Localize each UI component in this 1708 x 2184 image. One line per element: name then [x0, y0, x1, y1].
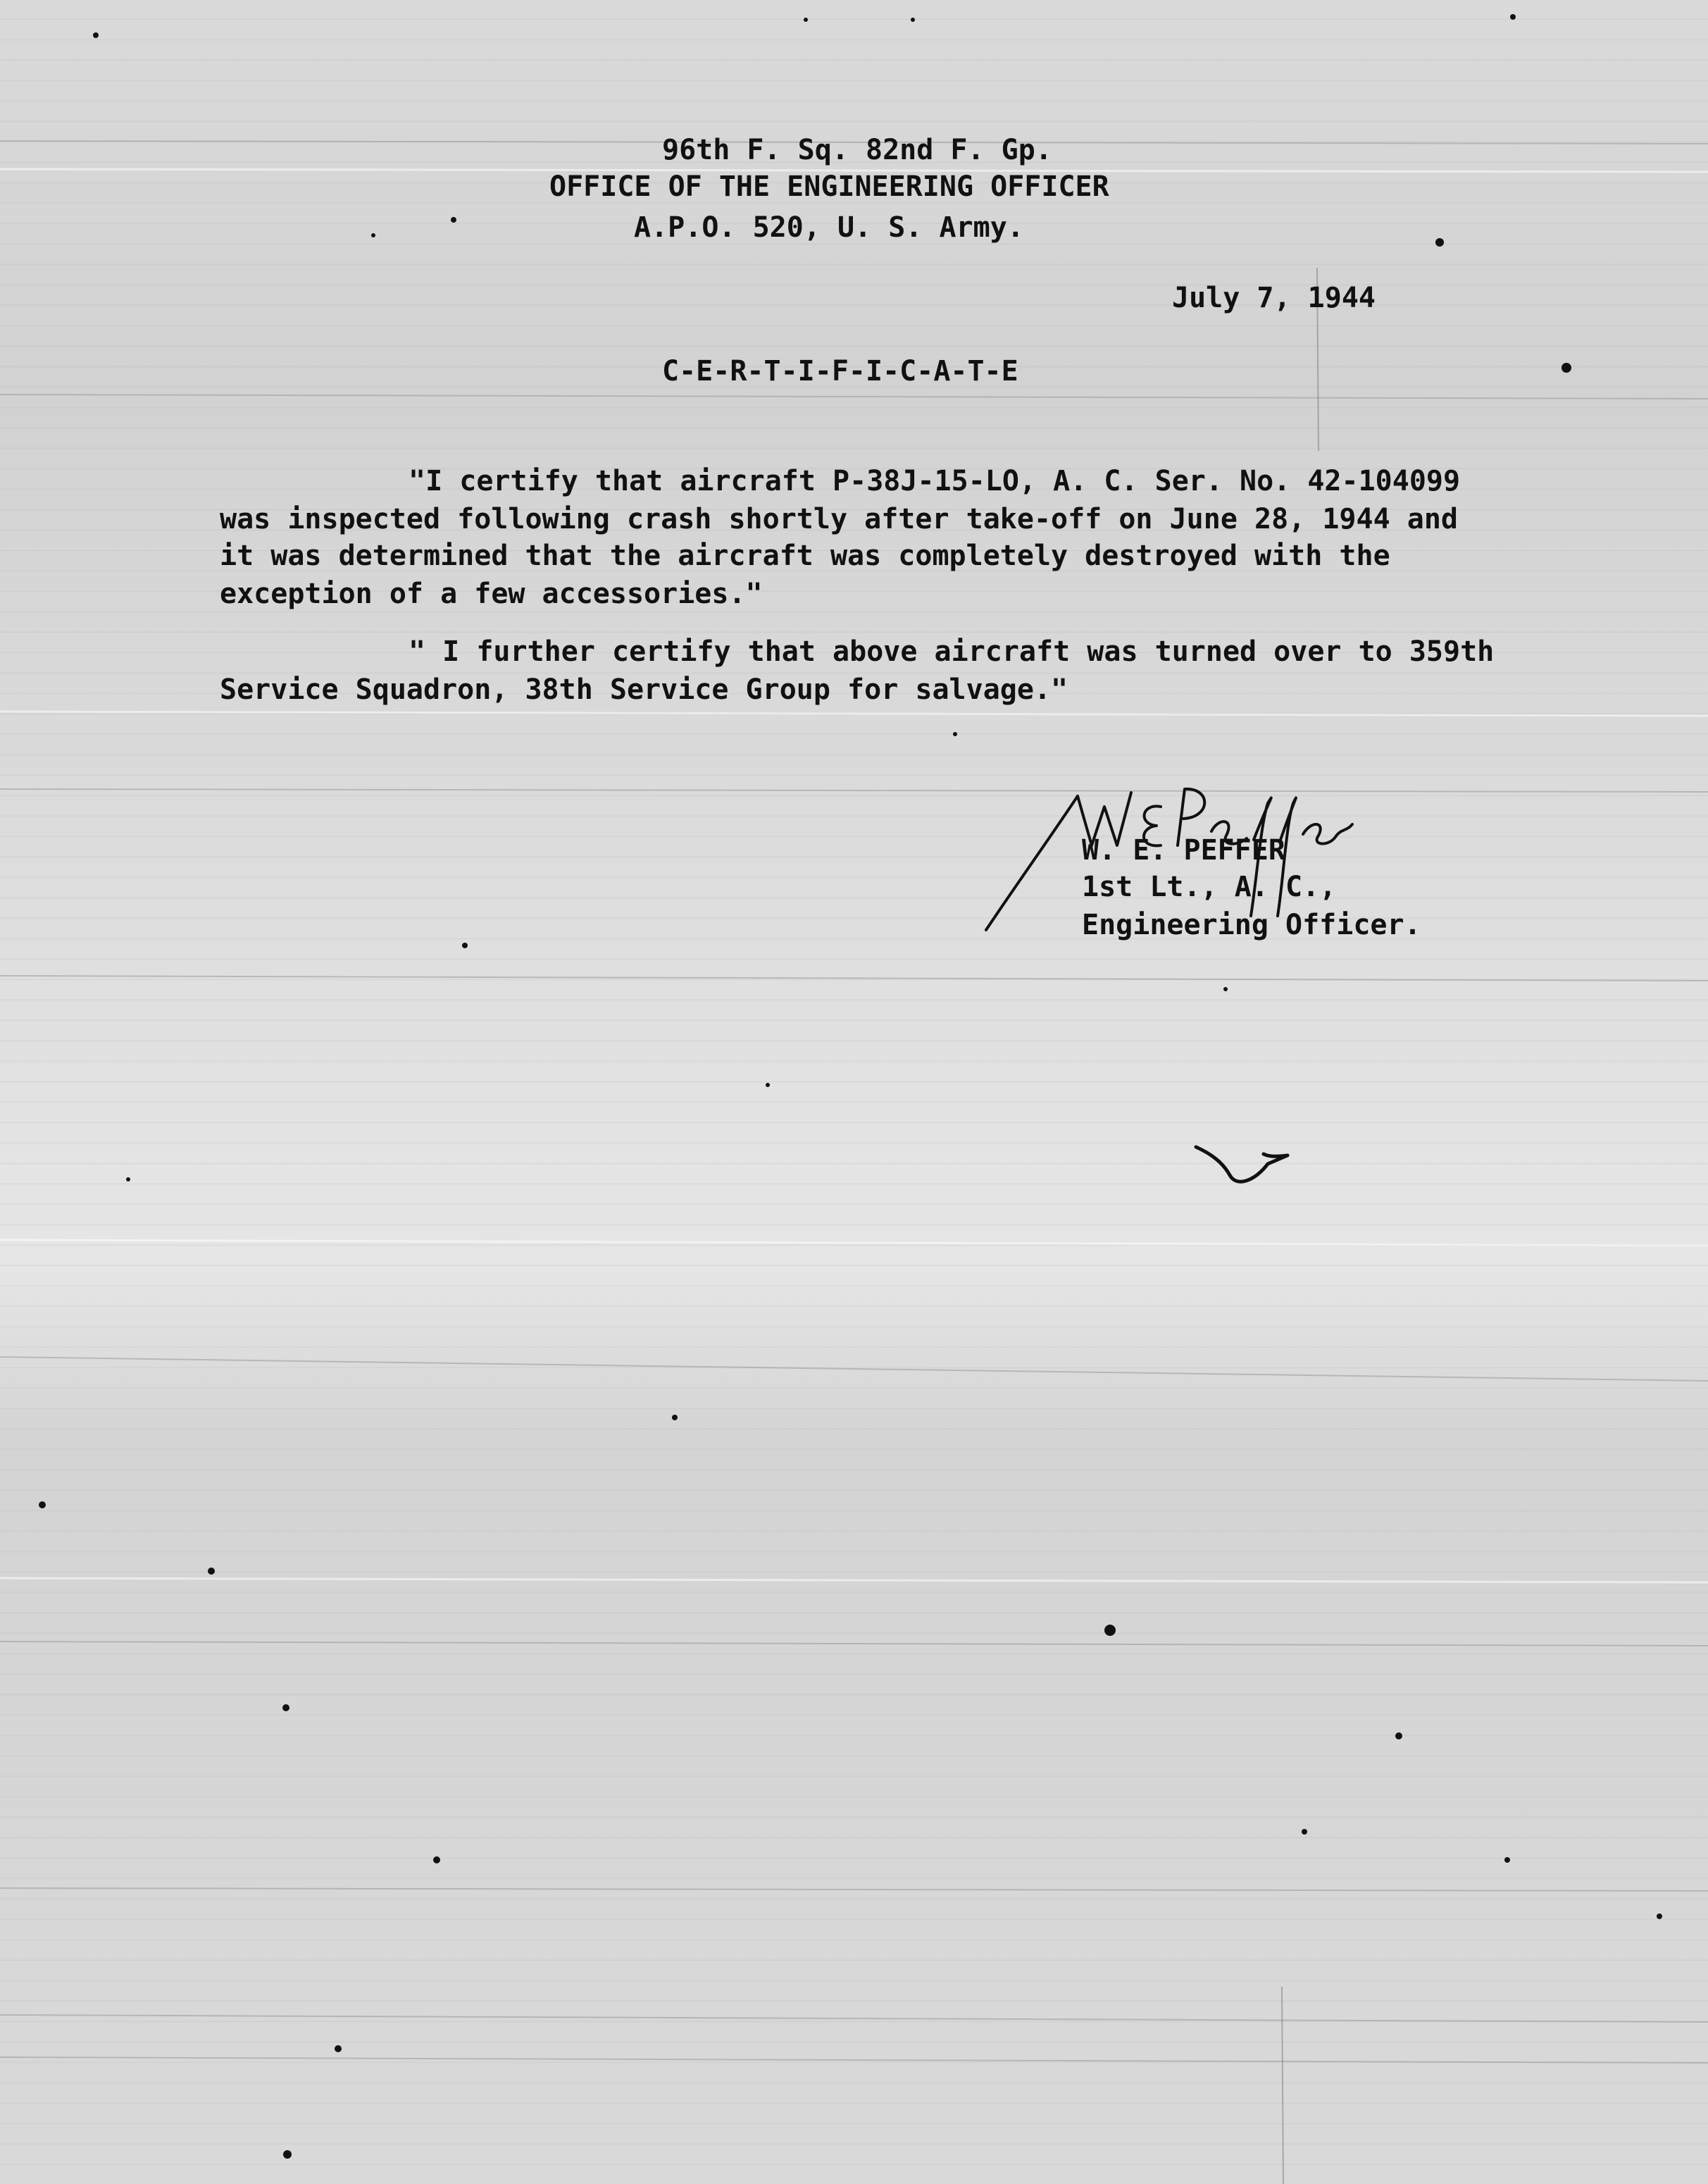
unit-heading: 96th F. Sq. 82nd F. Gp. — [662, 134, 1052, 166]
signatory-name: W. E. PEFFER — [1082, 834, 1285, 867]
paragraph-1-line: "I certify that aircraft P-38J-15-LO, A. C. Ser. No. 42-104099 — [409, 465, 1461, 497]
office-heading: OFFICE OF THE ENGINEERING OFFICER — [549, 170, 1109, 203]
document-date: July 7, 1944 — [1172, 282, 1376, 314]
certificate-title: C-E-R-T-I-F-I-C-A-T-E — [662, 355, 1018, 387]
address-heading: A.P.O. 520, U. S. Army. — [634, 211, 1024, 244]
paragraph-1-line: exception of a few accessories." — [220, 578, 763, 610]
signatory-title: Engineering Officer. — [1082, 909, 1421, 941]
paragraph-1-line: was inspected following crash shortly after take-off on June 28, 1944 and — [220, 503, 1458, 535]
paragraph-1-line: it was determined that the aircraft was completely destroyed with the — [220, 540, 1390, 572]
paragraph-2-line: " I further certify that above aircraft was turned over to 359th — [409, 635, 1495, 668]
signatory-rank: 1st Lt., A. C., — [1082, 871, 1337, 903]
check-mark — [1190, 1136, 1296, 1192]
paragraph-2-line: Service Squadron, 38th Service Group for salvage." — [220, 674, 1068, 706]
